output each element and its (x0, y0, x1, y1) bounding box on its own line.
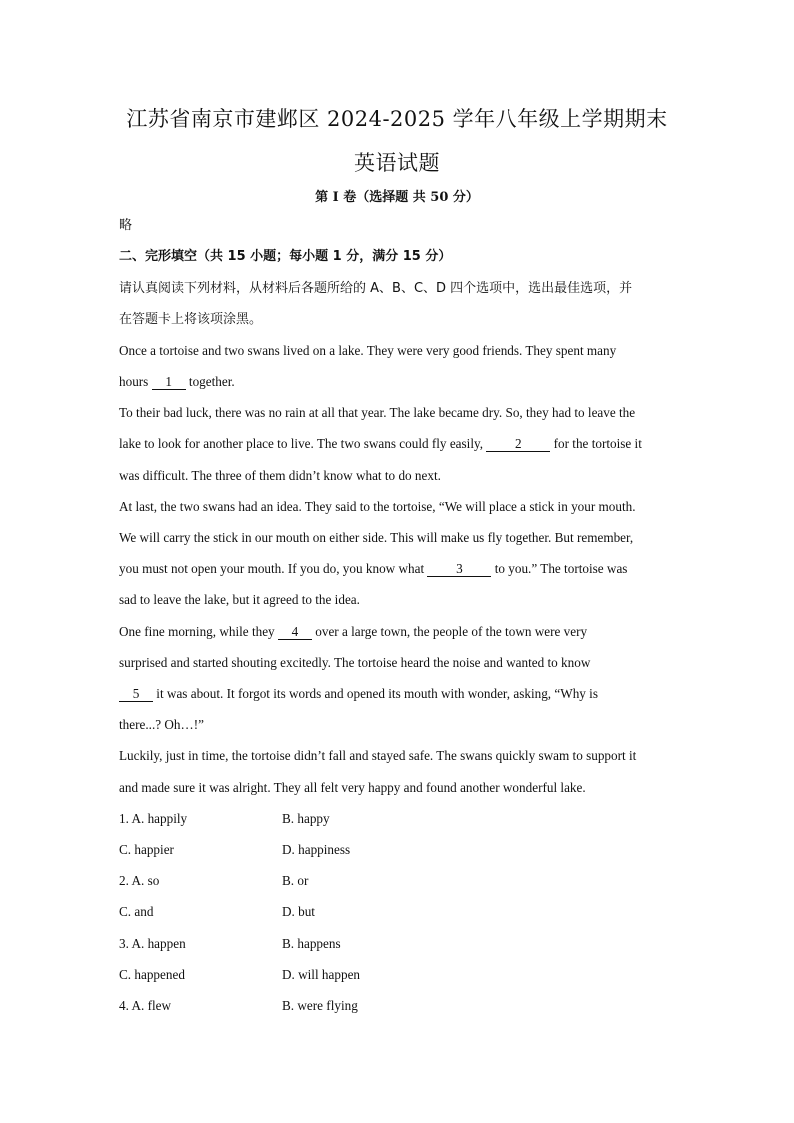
passage-text: One fine morning, while they (119, 624, 278, 639)
passage-line: surprised and started shouting excitedly. The tortoise heard the noise and wanted to know (119, 655, 591, 670)
passage-text: for the tortoise it (550, 436, 642, 451)
blank-1: 1 (152, 374, 186, 390)
exam-subject: 英语试题 (354, 151, 440, 175)
option-2d: D. but (282, 904, 315, 919)
section2-heading: 二、完形填空（共 15 小题；每小题 1 分，满分 15 分） (119, 249, 452, 264)
option-2a: 2. A. so (119, 873, 160, 888)
passage-text: over a large town, the people of the town were very (311, 624, 588, 639)
option-3b: B. happens (282, 936, 341, 951)
option-1c: C. happier (119, 842, 174, 857)
passage-line: Luckily, just in time, the tortoise didn’t fall and stayed safe. The swans quickly swam to support it (119, 748, 637, 763)
passage-line (119, 559, 679, 579)
exam-title: 江苏省南京市建邺区 2024-2025 学年八年级上学期期末 (126, 107, 668, 131)
option-2b: B. or (282, 873, 309, 888)
passage-text: lake to look for another place to live. The two swans could fly easily, (119, 436, 487, 451)
section1-text: 略 (119, 218, 133, 233)
option-3c: C. happened (119, 967, 185, 982)
passage-line (119, 372, 679, 392)
passage-line: We will carry the stick in our mouth on either side. This will make us fly together. But remember, (119, 530, 634, 545)
passage-line: At last, the two swans had an idea. They said to the tortoise, “We will place a stick in your mouth. (119, 499, 636, 514)
option-1d: D. happiness (282, 842, 351, 857)
passage-line: Once a tortoise and two swans lived on a lake. They were very good friends. They spent many (119, 343, 617, 358)
blank-5: 5 (119, 686, 153, 702)
passage-text: it was about. It forgot its words and opened its mouth with wonder, asking, “Why is (153, 686, 598, 701)
passage-text: hours (119, 374, 152, 389)
option-4a: 4. A. flew (119, 998, 172, 1013)
instruction-line-2: 在答题卡上将该项涂黑。 (119, 312, 263, 327)
passage-line (119, 684, 679, 704)
option-1a: 1. A. happily (119, 811, 188, 826)
passage-text: you must not open your mouth. If you do, you know what (119, 561, 428, 576)
passage-line: there...? Oh…!” (119, 717, 204, 732)
blank-3: 3 (427, 561, 491, 577)
option-4b: B. were flying (282, 998, 358, 1013)
passage-line: was difficult. The three of them didn’t know what to do next. (119, 468, 441, 483)
part-label: 第 I 卷（选择题 共 50 分） (315, 190, 479, 205)
passage-line (119, 622, 679, 642)
passage-line: and made sure it was alright. They all felt very happy and found another wonderful lake. (119, 780, 586, 795)
option-3d: D. will happen (282, 967, 361, 982)
option-1b: B. happy (282, 811, 330, 826)
passage-text: to you.” The tortoise was (491, 561, 628, 576)
passage-text: together. (185, 374, 235, 389)
passage-line (119, 434, 679, 454)
blank-4: 4 (278, 624, 312, 640)
passage-line: To their bad luck, there was no rain at all that year. The lake became dry. So, they had to leave the (119, 405, 636, 420)
option-3a: 3. A. happen (119, 936, 186, 951)
passage-line: sad to leave the lake, but it agreed to the idea. (119, 592, 360, 607)
option-2c: C. and (119, 904, 154, 919)
blank-2: 2 (486, 436, 550, 452)
instruction-line-1: 请认真阅读下列材料，从材料后各题所给的 A、B、C、D 四个选项中，选出最佳选项，并 (119, 281, 633, 296)
